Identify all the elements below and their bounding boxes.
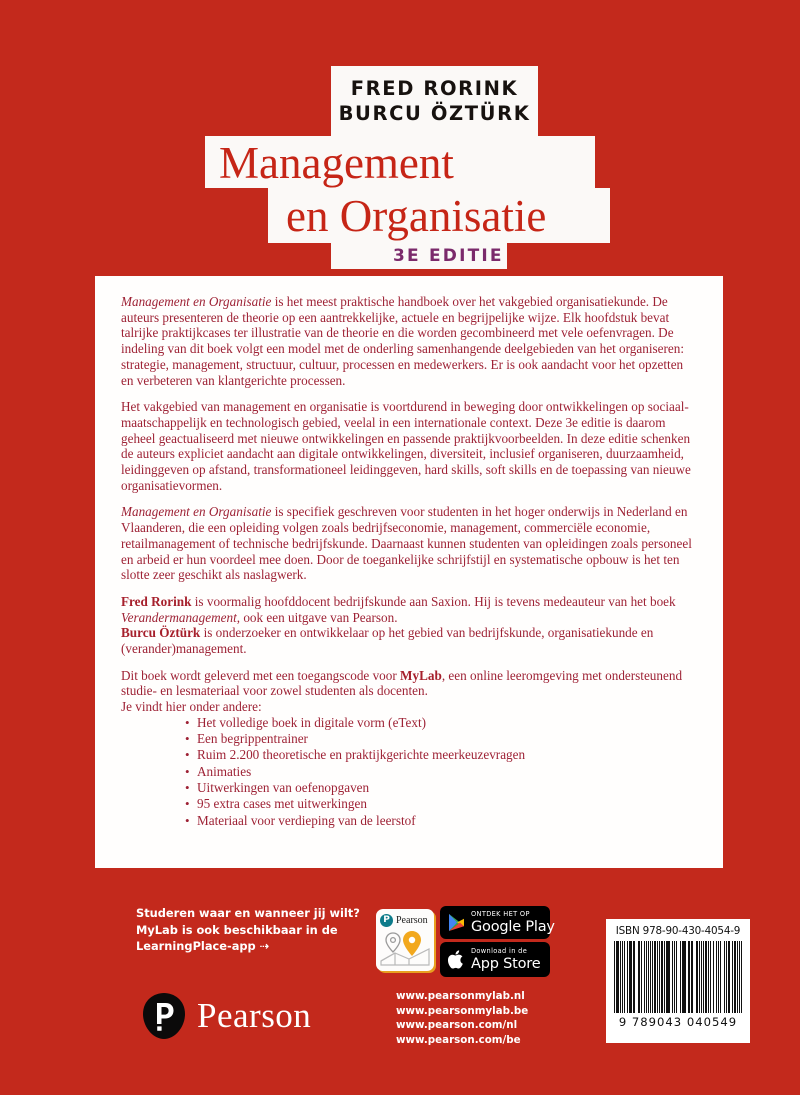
list-item: • Materiaal voor verdieping van de leerstof xyxy=(185,813,697,829)
map-icon xyxy=(379,931,431,967)
blurb-p1-text: is het meest praktische handboek over het vakgebied organisatiekunde. De auteurs presenteren de theorie op een aantrekkelijke, actuele en begrijpelijke wijze. Elk hoofdstuk bevat talrijke praktijkcases ter illustratie van de theorie en die worden gecombineerd met vele oefenvragen. De indeling van dit boek volgt een model met de onderling samenhangende deelgebieden van het organiseren: strategie, management, structuur, cultuur, processen en medewerkers. Er is ook aandacht voor het opzetten en verbeteren van klantgerichte processen. xyxy=(121,294,684,388)
barcode-image xyxy=(614,941,742,1013)
author-bio-1-text-a: is voormalig hoofddocent bedrijfskunde aan Saxion. Hij is tevens medeauteur van het boek xyxy=(191,593,676,609)
dashed-arrow-icon: ⇢ xyxy=(259,939,269,953)
book-title-line-1: Management xyxy=(219,138,454,188)
promo-line-1: Studeren waar en wanneer jij wilt? xyxy=(136,906,360,920)
list-item: • Een begrippentrainer xyxy=(185,731,697,747)
author-bio-2-name: Burcu Öztürk xyxy=(121,625,201,641)
authors-block xyxy=(331,66,538,136)
app-store-text xyxy=(471,948,540,971)
google-play-badge[interactable] xyxy=(440,906,555,939)
google-play-icon xyxy=(448,913,465,932)
url-link[interactable]: www.pearson.com/nl xyxy=(396,1019,518,1032)
app-store-small-label: Download in de xyxy=(471,946,528,955)
mylab-label: MyLab xyxy=(400,667,442,683)
promo-line-3-wrap xyxy=(136,938,360,955)
list-item: • Animaties xyxy=(185,764,697,780)
author-bio-2-text: is onderzoeker en ontwikkelaar op het gebied van bedrijfskunde, organisatiekunde en (verander)management. xyxy=(121,625,654,657)
blurb-p1-italic-title: Management en Organisatie xyxy=(121,294,272,309)
learningplace-app-icon[interactable] xyxy=(376,909,434,971)
author-bio-1-book-title: Verandermanagement xyxy=(121,609,237,625)
app-icon-header xyxy=(380,914,428,927)
map-pin-illustration xyxy=(379,931,431,967)
mylab-feature-list xyxy=(121,715,697,829)
author-bio-2 xyxy=(121,625,697,656)
pearson-interrobang-icon xyxy=(140,992,188,1040)
google-play-big-label: Google Play xyxy=(471,918,555,935)
author-bio-1-name: Fred Rorink xyxy=(121,593,192,609)
google-play-small-label: ONTDEK HET OP xyxy=(471,909,530,918)
list-item: • Ruim 2.200 theoretische en praktijkgerichte meerkeuzevragen xyxy=(185,747,697,763)
edition-label: 3E EDITIE xyxy=(393,246,504,266)
app-icon-brand: Pearson xyxy=(396,915,428,926)
list-item: • Uitwerkingen van oefenopgaven xyxy=(185,780,697,796)
blurb-paragraph-3 xyxy=(121,504,697,583)
promo-line-2: MyLab is ook beschikbaar in de xyxy=(136,922,338,937)
blurb-paragraph-1 xyxy=(121,294,697,388)
author-name-1: FRED RORINK xyxy=(350,77,519,100)
apple-icon xyxy=(448,949,465,970)
author-bio-1 xyxy=(121,594,697,625)
pearson-p-icon: P xyxy=(380,914,393,927)
learningplace-promo xyxy=(136,905,360,955)
pearson-logo xyxy=(140,992,311,1040)
list-item: • Het volledige boek in digitale vorm (eText) xyxy=(185,715,697,731)
mylab-text-after: , een online leeromgeving met ondersteunend studie- en lesmateriaal voor zowel studenten als docenten. xyxy=(121,667,683,699)
blurb-p3-italic-title: Management en Organisatie xyxy=(121,504,272,520)
blurb-paragraph-2: Het vakgebied van management en organisatie is voortdurend in beweging door ontwikkelingen op sociaal-maatschappelijk en technologisch gebied, veelal in een internationale context. Deze 3e editie is daarom geheel geactualiseerd met nieuwe ontwikkelingen en passende praktijkvoorbeelden. In deze editie schenken de auteurs expliciet aandacht aan digitale ontwikkelingen, diversiteit, inclusief organiseren, duurzaamheid, leidinggeven op afstand, transformationeel leidinggeven, hard skills, soft skills en de toepassing van nieuwe organisatievormen. xyxy=(121,399,691,493)
mylab-paragraph xyxy=(121,668,697,699)
book-title-line-2: en Organisatie xyxy=(286,191,547,241)
isbn-label: ISBN 978-90-430-4054-9 xyxy=(615,925,741,937)
pearson-wordmark: Pearson xyxy=(197,996,312,1035)
url-link[interactable]: www.pearsonmylab.be xyxy=(396,1004,529,1017)
app-store-big-label: App Store xyxy=(471,955,541,972)
blurb-panel xyxy=(95,276,723,868)
title-area xyxy=(0,0,800,276)
app-store-badge[interactable] xyxy=(440,942,550,977)
google-play-text xyxy=(471,911,555,934)
url-link[interactable]: www.pearsonmylab.nl xyxy=(396,990,525,1002)
features-lead: Je vindt hier onder andere: xyxy=(121,699,262,715)
isbn-barcode-block xyxy=(606,919,750,1043)
author-name-2: BURCU ÖZTÜRK xyxy=(338,102,531,125)
promo-line-3: LearningPlace-app xyxy=(136,939,256,953)
blurb-p3-text: is specifiek geschreven voor studenten in het hoger onderwijs in Nederland en Vlaanderen, die een opleiding volgen zoals bedrijfseconomie, management, commerciële economie, retailmanagement of technische bedrijfskunde. Daarnaast kunnen studenten van opleidingen zoals personeel en arbeid er hun voordeel mee doen. Door de toegankelijke schrijfstijl en systematische opbouw is het ten slotte zeer geschikt als naslagwerk. xyxy=(121,504,692,583)
mylab-text-before: Dit boek wordt geleverd met een toegangscode voor xyxy=(121,667,401,683)
pearson-urls xyxy=(396,989,528,1047)
author-bio-1-text-b: , ook een uitgave van Pearson. xyxy=(236,609,398,625)
list-item: • 95 extra cases met uitwerkingen xyxy=(185,796,697,812)
isbn-digits: 9 789043 040549 xyxy=(618,1015,738,1029)
url-link[interactable]: www.pearson.com/be xyxy=(396,1033,521,1046)
